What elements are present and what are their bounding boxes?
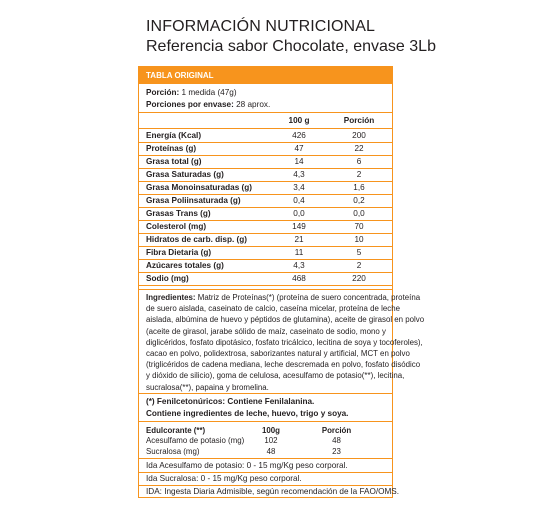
sweetener-column-100g: 100g — [262, 426, 280, 435]
nutrient-label: Grasa Monoinsaturadas (g) — [146, 183, 253, 192]
nutrient-value-100g: 3,4 — [293, 183, 305, 192]
serving-size — [146, 88, 237, 97]
nutrient-value-100g: 468 — [292, 274, 306, 283]
nutrient-value-portion: 10 — [354, 235, 364, 244]
nutrient-label: Grasa Poliinsaturada (g) — [146, 196, 241, 205]
nutrition-panel — [138, 66, 425, 498]
nutrient-value-100g: 14 — [294, 157, 304, 166]
sweetener-row — [139, 436, 392, 447]
divider — [139, 393, 392, 394]
nutrient-value-portion: 0,2 — [353, 196, 365, 205]
sweetener-row — [139, 447, 392, 458]
column-header-portion: Porción — [343, 116, 375, 125]
sweetener-row-portion: 48 — [332, 436, 341, 445]
nutrient-label: Grasas Trans (g) — [146, 209, 211, 218]
row-divider — [139, 285, 392, 286]
servings-per-container-label: Porciones por envase: — [146, 100, 234, 109]
sweetener-note: Ida Acesulfamo de potasio: 0 - 15 mg/Kg peso corporal. — [146, 461, 348, 470]
nutrient-value-100g: 4,3 — [293, 261, 305, 270]
divider — [139, 128, 392, 129]
ingredients-line: Matriz de Proteínas(*) (proteína de suero concentrada, proteína — [197, 293, 421, 302]
ingredients-label: Ingredientes: — [146, 293, 196, 302]
ingredients-line: diglicéridos, fosfato dipotásico, fosfato tricálcico, lecitina de soya y tocoferoles), — [146, 337, 423, 347]
divider — [139, 485, 392, 486]
ingredients-line: y dióxido de silicio), goma de celulosa, acesulfamo de potasio(**), lecitina, — [146, 371, 405, 381]
nutrient-label: Energía (Kcal) — [146, 131, 202, 140]
nutrient-label: Proteínas (g) — [146, 144, 197, 153]
page-title: INFORMACIÓN NUTRICIONAL — [146, 18, 375, 35]
divider — [139, 421, 392, 422]
ingredients-line: de suero aislada, caseinato de calcio, caseína micelar, proteína de leche — [146, 304, 400, 314]
nutrient-value-portion: 70 — [354, 222, 364, 231]
page-subtitle: Referencia sabor Chocolate, envase 3Lb — [146, 38, 436, 55]
sweetener-note: IDA: Ingesta Diaria Admisible, según recomendación de la FAO/OMS. — [146, 487, 400, 496]
divider — [139, 289, 392, 290]
sweetener-row-label: Sucralosa (mg) — [146, 447, 200, 456]
ingredients-line: (triglicéridos de cadena mediana, leche descremada en polvo, fosfato disódico — [146, 360, 421, 370]
nutrient-value-portion: 2 — [356, 170, 362, 179]
servings-per-container-value: 28 aprox. — [236, 100, 271, 109]
nutrient-value-portion: 0,0 — [353, 209, 365, 218]
nutrient-value-100g: 426 — [292, 131, 306, 140]
nutrient-value-100g: 21 — [294, 235, 304, 244]
nutrient-value-100g: 0,4 — [293, 196, 305, 205]
sweetener-row-portion: 23 — [332, 447, 341, 456]
ingredients-line: cacao en polvo, polidextrosa, saborizantes natural y artificial, MCT en polvo — [146, 349, 410, 359]
sweetener-row-100g: 102 — [264, 436, 278, 445]
nutrient-value-portion: 2 — [356, 261, 362, 270]
divider — [139, 458, 392, 459]
column-headers — [139, 115, 392, 128]
sweetener-column-portion: Porción — [321, 426, 352, 435]
nutrient-value-100g: 11 — [294, 248, 304, 257]
serving-label: Porción: — [146, 88, 180, 97]
ingredients-line: sucralosa(**), papaina y bromelina. — [146, 382, 269, 392]
phenylketonurics-warning: (*) Fenilcetonúricos: Contiene Fenilalanina. — [146, 397, 315, 406]
divider — [139, 112, 392, 113]
nutrient-value-100g: 47 — [294, 144, 304, 153]
divider — [139, 472, 392, 473]
nutrient-label: Fibra Dietaria (g) — [146, 248, 212, 257]
nutrient-value-portion: 22 — [354, 144, 364, 153]
nutrient-value-portion: 1,6 — [353, 183, 365, 192]
sweetener-note: Ida Sucralosa: 0 - 15 mg/Kg peso corporal. — [146, 474, 302, 483]
serving-value: 1 medida (47g) — [181, 88, 237, 97]
nutrient-value-portion: 6 — [356, 157, 362, 166]
allergen-statement: Contiene ingredientes de leche, huevo, trigo y soya. — [146, 409, 349, 418]
column-header-100g: 100 g — [288, 116, 310, 125]
sweetener-row-label: Acesulfamo de potasio (mg) — [146, 436, 245, 445]
nutrient-value-portion: 220 — [352, 274, 366, 283]
nutrient-value-100g: 4,3 — [293, 170, 305, 179]
ingredients-block — [146, 292, 425, 393]
ingredients-line: (aceite de girasol, jarabe sólido de maíz, caseinato de sodio, mono y — [146, 326, 386, 336]
nutrient-label: Grasa Saturadas (g) — [146, 170, 224, 179]
nutrient-label: Hidratos de carb. disp. (g) — [146, 235, 247, 244]
servings-per-container — [146, 100, 270, 109]
nutrient-value-100g: 149 — [292, 222, 306, 231]
nutrient-value-portion: 200 — [352, 131, 366, 140]
sweetener-label: Edulcorante (**) — [146, 426, 206, 435]
nutrient-value-portion: 5 — [356, 248, 362, 257]
nutrient-label: Sodio (mg) — [146, 274, 189, 283]
nutrient-label: Colesterol (mg) — [146, 222, 207, 231]
ingredients-line: aislada, albúmina de huevo y péptidos de glutamina), aceite de girasol en polvo — [146, 315, 425, 325]
nutrient-label: Grasa total (g) — [146, 157, 202, 166]
table-header-bar: TABLA ORIGINAL — [139, 67, 392, 84]
nutrient-label: Azúcares totales (g) — [146, 261, 224, 270]
nutrient-value-100g: 0,0 — [293, 209, 305, 218]
sweetener-row-100g: 48 — [266, 447, 276, 456]
